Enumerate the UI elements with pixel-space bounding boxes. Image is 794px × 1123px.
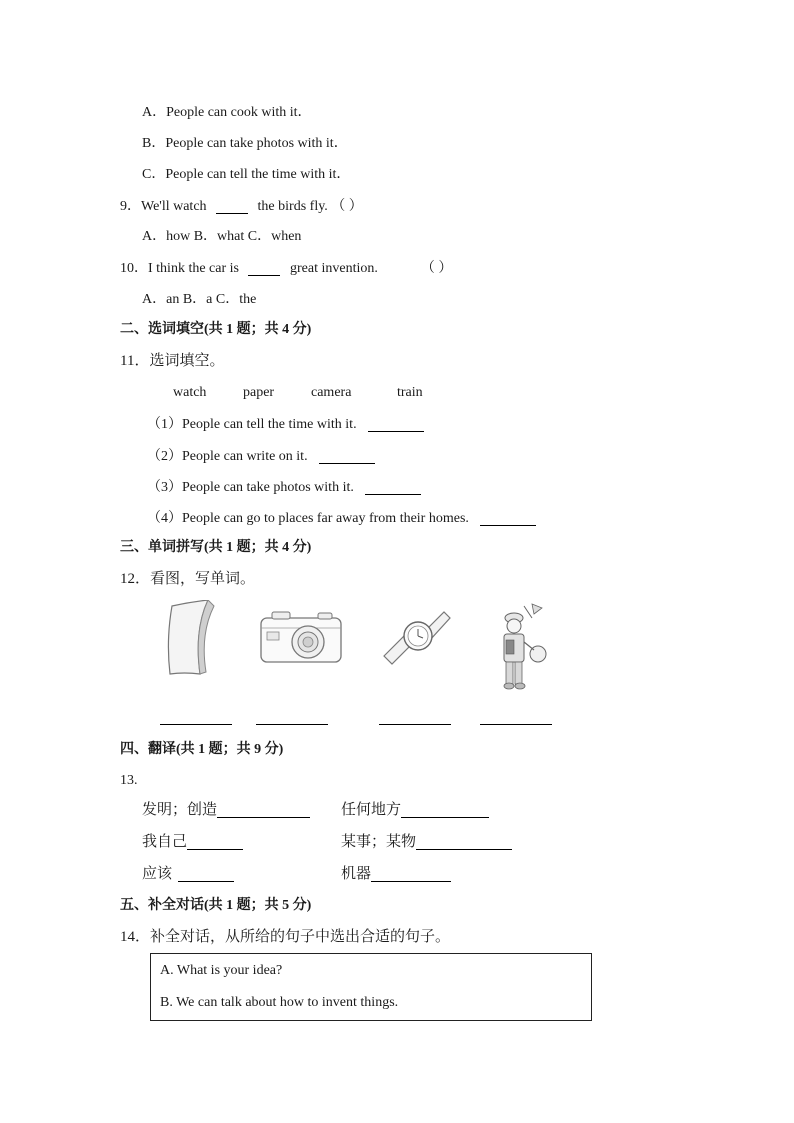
q13-item-text: 应该 <box>142 866 173 882</box>
q9-stem-line <box>120 199 363 214</box>
q14-number: 14．补全对话，从所给的句子中选出合适的句子。 <box>120 929 451 945</box>
q12-number: 12．看图，写单词。 <box>120 571 256 587</box>
q10-blank[interactable] <box>248 261 280 276</box>
q11-item-text: （1）People can tell the time with it. <box>147 417 357 432</box>
inventor-icon <box>490 602 556 694</box>
word-bank-item: camera <box>311 385 352 400</box>
section2-title: 二、选词填空(共 1 题；共 4 分) <box>120 322 312 337</box>
picture-answer-line[interactable] <box>379 724 451 725</box>
q13-item <box>341 803 489 818</box>
q11-item-2 <box>147 449 375 464</box>
q13-item-text: 机器 <box>341 866 372 882</box>
picture-answer-line[interactable] <box>160 724 232 725</box>
q10-options: A．an B．a C．the <box>142 292 257 307</box>
q11-number: 11．选词填空。 <box>120 353 225 369</box>
q10-answer-paren[interactable]: （ ） <box>420 261 453 276</box>
q9-answer-paren[interactable]: （ ） <box>331 199 363 214</box>
q13-answer-blank[interactable] <box>217 803 310 818</box>
q11-answer-blank[interactable] <box>365 480 421 495</box>
picture-answer-line[interactable] <box>480 724 552 725</box>
q11-item-3 <box>147 480 421 495</box>
option-box <box>150 953 592 1021</box>
section4-title: 四、翻译(共 1 题；共 9 分) <box>120 742 284 757</box>
q13-answer-blank[interactable] <box>416 835 512 850</box>
q13-item <box>142 867 234 882</box>
q13-item <box>142 835 243 850</box>
q13-item-text: 某事；某物 <box>341 834 417 850</box>
q13-answer-blank[interactable] <box>401 803 489 818</box>
q13-number: 13. <box>120 773 138 788</box>
q13-item <box>341 867 451 882</box>
q13-item-text: 我自己 <box>142 834 188 850</box>
q11-item-1 <box>147 417 424 432</box>
q10-stem: 10．I think the car is <box>120 261 239 276</box>
q8-option-a: A．People can cook with it． <box>142 105 312 120</box>
q11-item-4 <box>147 511 536 526</box>
word-bank-item: paper <box>243 385 275 400</box>
q10-tail: great invention. <box>289 261 378 276</box>
q9-options: A．how B．what C．when <box>142 229 302 244</box>
q11-item-text: （3）People can take photos with it. <box>147 480 354 495</box>
section5-title: 五、补全对话(共 1 题；共 5 分) <box>120 898 312 913</box>
q13-item <box>142 803 310 818</box>
q13-answer-blank[interactable] <box>371 867 451 882</box>
q8-option-c: C．People can tell the time with it． <box>142 167 351 182</box>
q9-tail: the birds fly. <box>257 199 328 214</box>
picture-answer-line[interactable] <box>256 724 328 725</box>
q8-option-b: B．People can take photos with it． <box>142 136 348 151</box>
q11-answer-blank[interactable] <box>480 511 536 526</box>
q10-stem-line <box>120 261 452 276</box>
q13-answer-blank[interactable] <box>187 835 243 850</box>
q11-answer-blank[interactable] <box>368 417 424 432</box>
q11-item-text: （4）People can go to places far away from their homes. <box>147 511 469 526</box>
word-bank-item: train <box>397 385 423 400</box>
q13-item-text: 任何地方 <box>341 802 402 818</box>
q11-answer-blank[interactable] <box>319 449 375 464</box>
dialog-option-a: A. What is your idea? <box>160 963 283 978</box>
paper-icon <box>160 600 220 676</box>
q9-blank[interactable] <box>216 199 248 214</box>
q11-item-text: （2）People can write on it. <box>147 449 308 464</box>
q13-answer-blank[interactable] <box>178 867 234 882</box>
q13-item-text: 发明；创造 <box>142 802 218 818</box>
dialog-option-b: B. We can talk about how to invent things. <box>160 995 399 1010</box>
word-bank-item: watch <box>173 385 207 400</box>
q9-stem: 9．We'll watch <box>120 199 207 214</box>
watch-icon <box>380 606 452 670</box>
section3-title: 三、单词拼写(共 1 题；共 4 分) <box>120 540 312 555</box>
camera-icon <box>258 608 344 666</box>
q13-item <box>341 835 512 850</box>
